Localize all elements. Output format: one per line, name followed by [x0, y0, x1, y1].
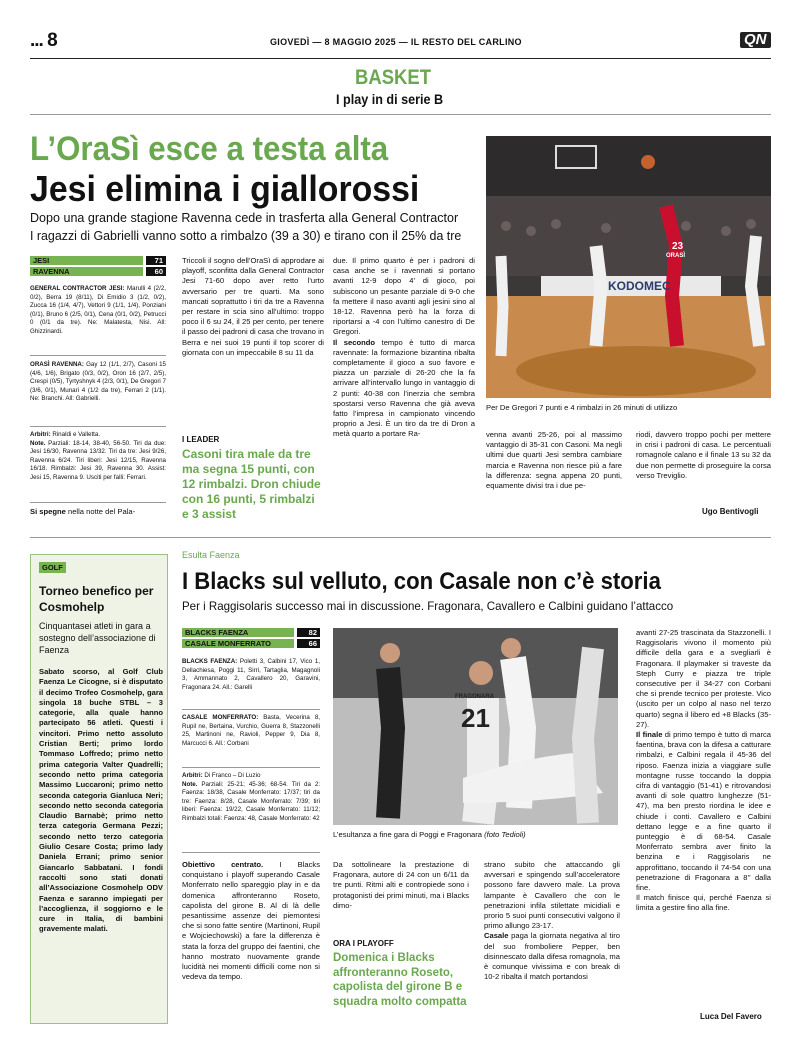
playoff-quote: Domenica i Blacks affronteranno Roseto, capolista del girone B e squadra molto compatta [333, 952, 467, 1008]
boxscore-label: CASALE MONFERRATO: [182, 714, 259, 721]
score-row-ravenna [30, 267, 166, 276]
playoff-label: ORA I PLAYOFF [333, 939, 394, 948]
golf-tag: GOLF [39, 562, 66, 573]
arbitri-text: Rinaldi e Valletta. [50, 431, 101, 438]
boxscore-text: Gay 12 (1/1, 2/7), Casoni 15 (4/6, 1/6), Brigato (0/3, 0/2), Oron 16 (2/7, 2/5), Crespi (0/5), Tyrtyshnyk 4 (2/3, 0/1), De Gregori 7 (3/6, 0/1), Munari 4 (1/2 da tre), Ferrari 2 (1/1). Ne: Branchi. All: Gabrielli. [30, 361, 167, 403]
divider [182, 767, 320, 768]
article2-deck: Per i Raggisolaris successo mai in discussione. Fragonara, Cavallero e Calbini guidano l’attacco [182, 599, 674, 613]
score-row-casale [182, 639, 320, 648]
basketball-photo [486, 136, 771, 398]
article1-lead [30, 507, 166, 517]
boxscore-label: ORASÌ RAVENNA: [30, 361, 84, 368]
boxscore-jesi [30, 285, 166, 337]
jersey-name: FRAGONARA [455, 694, 494, 700]
team-score: 82 [297, 628, 320, 637]
article2-column-4 [636, 628, 771, 914]
match-notes [30, 431, 166, 483]
divider [182, 709, 320, 710]
team-name: CASALE MONFERRATO [182, 639, 294, 648]
boxscore-text: Poletti 3, Calbini 17, Vico 1, Dellachiesa, Poggi 11, Sirri, Tartaglia, Magagnoli 3, Ammannato 2, Cavallero 20, Garavini, Fragonara 24. All.: Garelli [182, 658, 320, 691]
article1-column-4: venna avanti 25-26, poi al massimo vantaggio di 35-31 con Casoni. Ma negli ultimi due quarti Jesi sembra cambiare marcia e Ravenna non riesce più a fare la differenza: segna appena 20 punti, equamente divisi tra i due pe- [486, 430, 622, 491]
boxscore-text: Marulli 4 (2/2, 0/2), Berra 19 (8/11), Di Emidio 3 (1/2, 0/2), Zucca 16 (1/4, 4/7), Vettori 9 (1/1, 1/4), Ponziani (0/1), Bruno 6 (2/5, 0/1), Cena (0/1, 0/2), Petrucci 0 (0/1 da tre). Ne: Malatesta, Nisi. All: Ghizzinardi. [30, 285, 167, 335]
team-name: JESI [30, 256, 143, 265]
jersey-name: ORASÌ [666, 253, 686, 259]
jersey-number: 23 [672, 241, 684, 252]
note-label: Note. [30, 439, 46, 447]
golf-sidebar [30, 554, 168, 1024]
article2-column-1 [182, 860, 320, 982]
article2-byline: Luca Del Favero [700, 1012, 762, 1021]
golf-body-text: scorso, al Golf Club Faenza Le Cicogne, si è disputato il decimo Trofeo Cosmohelp, gara singola 18 buche STBL – 3 categorie, alla quale hanno partecipato 56 atleti. Questi i vincitori. Primo netto assoluto Cristian Berti; primo lordo Tommaso Loffredo; primo netto prima categoria Valter Quadrelli; secondo netto prima categoria Massimo Luccaroni; primo netto seconda categoria Gianluca Neri; secondo netto seconda categoria Claudio Barnabè; primo netto terza categoria Germana Pezzi; secondo netto terzo categoria Giulio Cesare Costa; primo lady Daniela Errani; primo senior Giancarlo Sabbatani. I fondi raccolti sono stati donati all’Associazione Cosmohelp ODV Faenza e saranno impiegati per l’accoglienza, il soggiorno e le cure in Italia, di bambini gravemente malati. [39, 667, 163, 934]
col3-text-b: paga la giornata negativa al tiro del suo fromboliere Pepper, ben disinnescato dalla difesa romagnola, ma è comunque vivissima e con break di 10-2 ribalta il match portandosi [484, 931, 620, 982]
article1-deck-1: Dopo una grande stagione Ravenna cede in trasferta alla General Contractor [30, 210, 459, 225]
note-text: Parziali: 25-21; 45-36; 68-54. Tiri da 2: Faenza: 18/38, Casale Monferrato: 17/37; tiri da tre: Faenza: 8/28, Casale Monferrato: 7/39; tiri liberi: Faenza: 19/22, Casale Monferrato: 11/12; Rimbalzi totali: Faenza: 48, Casale Monferrato: 42 [182, 780, 320, 822]
article1-photo [486, 136, 771, 398]
section-title: BASKET [355, 66, 431, 89]
score-row-faenza [182, 628, 320, 637]
jersey-number: 21 [461, 703, 490, 733]
lead-bold: Si spegne [30, 507, 66, 516]
article2-column-3 [484, 860, 620, 982]
lead-text: nella notte del Pala- [65, 507, 136, 516]
article2-kicker: Esulta Faenza [182, 550, 240, 560]
team-score: 66 [297, 639, 320, 648]
note-text: Parziali: 18-14, 38-40, 56-50. Tiri da due: Jesi 16/30, Ravenna 13/32. Tiri da tre: Jesi 9/26, Ravenna 6/24. Tiri liberi: Jesi 12/15, Ravenna 16/18. Rimbalzi: Jesi 39, Ravenna 30. Assist: Jesi 15, Ravenna 9. Usciti per falli: Ferrari. [30, 439, 166, 481]
col3-text-b: tempo è tutto di marca ravennate: la formazione bizantina ribalta completamente il gioco a suo favore e piazza un parziale di 26-20 che la fa arrivare all’intervallo lungo in vantaggio di 2 punti: 40-38 con l’inerzia che sembra spostarsi verso Ravenna che già aveva fatto l’impresa in campionato vincendo proprio a Jesi. È un tiro da tre di Dron a metà quarto a portare Ra- [333, 337, 475, 439]
article1-column-3 [333, 256, 475, 440]
col4-bold: Il finale [636, 730, 663, 740]
boxscore-text: Basta, Vecerina 8, Rupil ne, Bertaina, Vurchio, Guerra 8, Stazzonelli 25, Martinoni ne, Ravioli, Pepper 9, Dia 8, Marcucci 6. All.: Corbani [182, 714, 320, 747]
col1-bold: Obiettivo centrato. [182, 860, 264, 869]
article1-kicker: L’OraSì esce a testa alta [30, 130, 389, 168]
col4-text: avanti 27-25 trascinata da Stazzonelli. I Raggisolaris vivono il momento più difficile della gara e a svegliarli è Fragonara. Il playmaker si traveste da Steph Curry e piazza tre triple consecutive per il 34-27 con Corbani che si prende tecnico per proteste. Vico (uscito per un colpo al naso nel terzo quarto) segna il libero ed +8 Blacks (35-27). [636, 628, 771, 729]
caption-text: L’esultanza a fine gara di Poggi e Fragonara [333, 830, 483, 839]
col4-text-c: Il match finisce qui, perché Faenza si limita a gestire fino alla fine. [636, 893, 771, 913]
note-label: Note. [182, 780, 198, 788]
divider [182, 852, 320, 853]
col3-bold: Il secondo [333, 337, 376, 347]
golf-title: Torneo benefico per Cosmohelp [39, 584, 154, 614]
match-notes-2 [182, 772, 320, 824]
team-name: BLACKS FAENZA [182, 628, 294, 637]
divider [30, 355, 166, 356]
leader-quote: Casoni tira male da tre ma segna 15 punti, con 12 rimbalzi. Dron chiude con 16 punti, 5 rimbalzi e 3 assist [182, 447, 321, 521]
arbitri-label: Arbitri: [182, 772, 203, 779]
photo-banner: KODOMEC [608, 279, 671, 293]
section-subtitle: I play in di serie B [336, 91, 444, 107]
article1-photo-caption: Per De Gregori 7 punti e 4 rimbalzi in 26 minuti di utilizzo [486, 403, 678, 412]
article-separator [30, 537, 771, 538]
boxscore-faenza [182, 658, 320, 692]
golf-body-lead: Sabato [39, 667, 65, 676]
leader-label: I LEADER [182, 435, 220, 444]
col3-text: due. Il primo quarto è per i padroni di casa anche se i ravennati si portano avanti 12-9 dopo 4’ di gioco, poi subiscono un pesante parziale di 9-0 che fa mettere il naso avanti agli jesini sino al 18-12. Ravenna però ha la forza di riportarsi a -4 con l’ultimo canestro di De Gregori. [333, 256, 475, 337]
qn-logo: QN [740, 32, 771, 48]
dateline: GIOVEDÌ — 8 MAGGIO 2025 — IL RESTO DEL CARLINO [270, 37, 522, 47]
col3-bold: Casale [484, 931, 509, 941]
team-score: 71 [146, 256, 166, 265]
boxscore-ravenna [30, 361, 166, 404]
article2-headline: I Blacks sul velluto, con Casale non c’è storia [182, 568, 661, 595]
col1-text: I Blacks conquistano i playoff superando Casale Monferrato nello spareggio play in e da domenica affronteranno Roseto, capolista del girone B. Al di là delle pesantissime assenze dei piemontesi che si sono fatte sentire (Martinoni, Rupil e Wojciechowski) a fare la differenza è stata la forza del gruppo dei faentini, che hanno mostrato nuovamente grande lucidità nei momenti difficili come non si vedeva da tempo. [182, 860, 320, 982]
header-rule [30, 58, 771, 59]
page-number: ... 8 [30, 30, 57, 51]
section-rule [30, 114, 771, 115]
team-name: RAVENNA [30, 267, 143, 276]
article1-column-5: riodi, davvero troppo pochi per mettere in crisi i padroni di casa. Le percentuali romagnole calano e il finale 13 su 32 da due non permette di proseguire la corsa verso Treviglio. [636, 430, 771, 480]
article2-column-2: Da sottolineare la prestazione di Fragonara, autore di 24 con un 6/11 da tre punti. Ritmi alti e contropiede sono i protagonisti dei primi minuti, ma i Blacks dimo- [333, 860, 469, 910]
divider [30, 426, 166, 427]
golf-body [39, 667, 163, 935]
col3-text: strano subito che attaccando gli avversari e spingendo sull’acceleratore possono fare davvero male. La prova lampante è Cavallero che con le penetrazioni infila stilettate micidiali e prorio 5 suoi punti consecutivi valgono il primo allungo 23-17. [484, 860, 620, 931]
divider [30, 502, 166, 503]
boxscore-casale [182, 714, 320, 748]
article1-headline: Jesi elimina i giallorossi [30, 168, 420, 209]
col4-text-b: di primo tempo è tutto di marca faentina, brava con la difesa a catturare rimbalzi, e Calbini regala il 45-36 del riposo. Faenza inizia a viaggiare sulle montagne russe toccando la doppia cifra di vantaggio (51-41) e ritrovandosi avanti di sole quattro lunghezze (51-47), ma ben presto riordina le idee e chiude i conti. Cavallero e Calbini dettano legge e a fine quarto il punteggio è di 68-54. Casale Monferrato sembra aver finito la benzina e i Raggisolaris ne approfittano, toccando il 74-54 con una penetrazione di Fragonara a 8’’ dalla fine. [636, 730, 771, 893]
article2-photo [333, 628, 618, 825]
team-score: 60 [146, 267, 166, 276]
photo-credit: (foto Tedioli) [484, 830, 526, 839]
arbitri-label: Arbitri: [30, 431, 51, 438]
boxscore-label: GENERAL CONTRACTOR JESI: [30, 285, 125, 292]
article1-deck-2: I ragazzi di Gabrielli vanno sotto a rimbalzo (39 a 30) e tirano con il 25% da tre [30, 228, 462, 243]
golf-deck: Cinquantasei atleti in gara a sostegno dell’associazione di Faenza [39, 621, 156, 655]
article1-column-2: Triccoli il sogno dell’OraSì di approdare ai playoff, sconfitta dalla General Contractor Jesi 71-60 dopo aver retto l’urto avversario per tre quarti. Ma sono mancati soprattutto i tiri da tre a Ravenna per restare in scia sino all’ultimo: troppo poco il 6 su 24, il 25 per cento, per tenere il passo dei padroni di casa che trovano in Berra e nei suoi 19 punti il top scorer di giornata con un impeccabile 8 su 11 da [182, 256, 324, 357]
article2-photo-caption [333, 830, 526, 839]
boxscore-label: BLACKS FAENZA: [182, 658, 238, 665]
arbitri-text: Di Franco – Di Luzio [202, 772, 261, 779]
score-row-jesi [30, 256, 166, 265]
article1-byline: Ugo Bentivogli [702, 507, 759, 516]
